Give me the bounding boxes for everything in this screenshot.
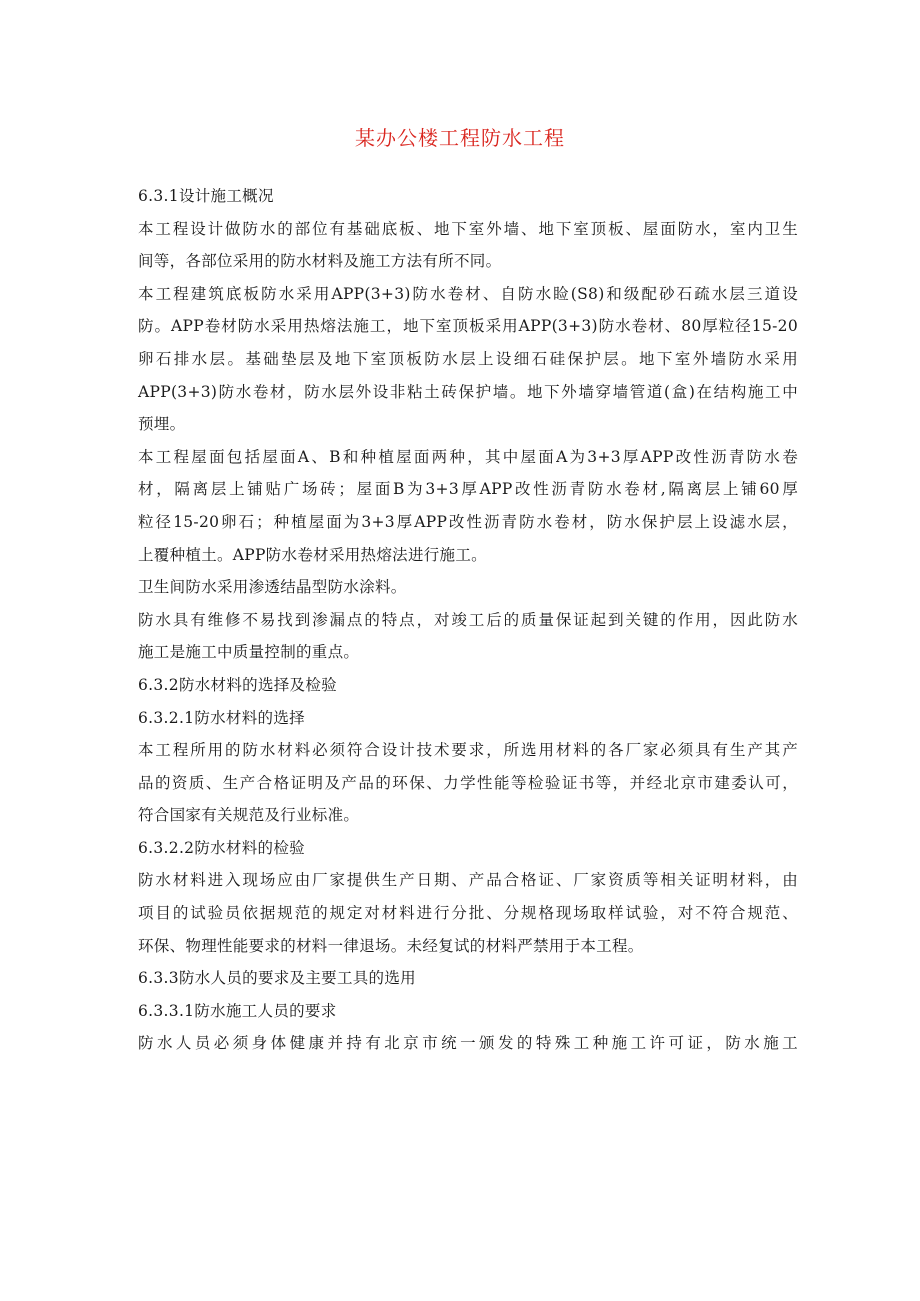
text-line: 施工是施工中质量控制的重点。	[138, 643, 360, 662]
text-line: 符合国家有关规范及行业标准。	[138, 806, 360, 825]
text-line: 6.3.2.2防水材料的检验	[138, 838, 305, 857]
document-title: 某办公楼工程防水工程	[355, 126, 565, 150]
text-line: 卵石排水层。基础垫层及地下室顶板防水层上设细石硅保护层。地下室外墙防水采用	[138, 349, 798, 368]
text-line: 本工程屋面包括屋面A、B和种植屋面两种，其中屋面A为3+3厚APP改性沥青防水卷	[138, 447, 798, 466]
text-line: 材，隔离层上铺贴广场砖；屋面B为3+3厚APP改性沥青防水卷材,隔离层上铺60厚	[138, 480, 798, 499]
text-line: 卫生间防水采用渗透结晶型防水涂料。	[138, 578, 407, 597]
text-line: 防水人员必须身体健康并持有北京市统一颁发的特殊工种施工许可证，防水施工	[138, 1034, 798, 1053]
text-line: 防。APP卷材防水采用热熔法施工，地下室顶板采用APP(3+3)防水卷材、80厚粒径15-20	[138, 317, 798, 336]
text-line: 本工程所用的防水材料必须符合设计技术要求，所选用材料的各厂家必须具有生产其产	[138, 741, 798, 760]
document-body	[138, 180, 798, 1060]
text-line: 6.3.2.1防水材料的选择	[138, 708, 305, 727]
text-line: 6.3.2防水材料的选择及检验	[138, 675, 337, 694]
text-line: 环保、物理性能要求的材料一律退场。未经复试的材料严禁用于本工程。	[138, 936, 644, 955]
text-line: 上覆种植土。APP防水卷材采用热熔法进行施工。	[138, 545, 487, 564]
text-line: 预埋。	[138, 415, 186, 434]
text-line: 间等，各部位采用的防水材料及施工方法有所不同。	[138, 252, 502, 271]
text-line: 防水材料进入现场应由厂家提供生产日期、产品合格证、厂家资质等相关证明材料，由	[138, 871, 798, 890]
text-line: 防水具有维修不易找到渗漏点的特点，对竣工后的质量保证起到关键的作用，因此防水	[138, 610, 798, 629]
text-line: 本工程建筑底板防水采用APP(3+3)防水卷材、自防水睑(S8)和级配砂石疏水层三道设	[138, 284, 798, 303]
text-line: 6.3.1设计施工概况	[138, 187, 274, 205]
text-line: 粒径15-20卵石；种植屋面为3+3厚APP改性沥青防水卷材，防水保护层上设滤水层，	[138, 512, 798, 531]
text-line: 本工程设计做防水的部位有基础底板、地下室外墙、地下室顶板、屋面防水，室内卫生	[138, 219, 798, 238]
text-line: 品的资质、生产合格证明及产品的环保、力学性能等检验证书等，并经北京市建委认可，	[138, 773, 798, 792]
text-line: APP(3+3)防水卷材，防水层外设非粘土砖保护墙。地下外墙穿墙管道(盒)在结构施工中	[138, 382, 798, 401]
text-line: 项目的试验员依据规范的规定对材料进行分批、分规格现场取样试验，对不符合规范、	[138, 904, 798, 923]
text-line: 6.3.3.1防水施工人员的要求	[138, 1001, 337, 1020]
text-line: 6.3.3防水人员的要求及主要工具的选用	[138, 969, 416, 988]
